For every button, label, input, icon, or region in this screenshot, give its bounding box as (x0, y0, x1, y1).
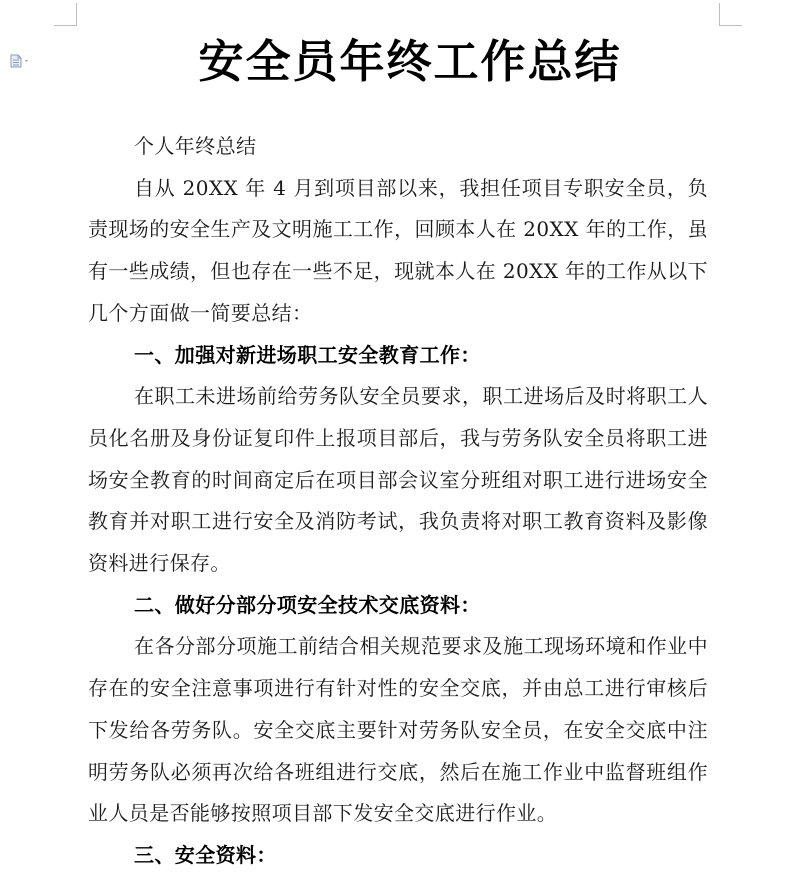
crop-mark-top-left (54, 3, 77, 26)
document-title: 安全员年终工作总结 (198, 35, 622, 88)
section-heading-1: 一、加强对新进场职工安全教育工作： (134, 342, 481, 367)
section-heading-3: 三、安全资料： (134, 842, 277, 867)
paragraph-intro: 个人年终总结 (134, 134, 257, 158)
paragraph-section-2: 在各分部分项施工前结合相关规范要求及施工现场环境和作业中存在的安全注意事项进行有针对性的安全交底，并由总工进行审核后下发给各劳务队。安全交底主要针对劳务队安全员，在安全交底中注明劳务队必须再次给各班组进行交底，然后在施工作业中监督班组作业人员是否能够按照项目部下发安全交底进行作业。 (88, 634, 708, 826)
paragraph-overview: 自从 20XX 年 4 月到项目部以来，我担任项目专职安全员，负责现场的安全生产及文明施工工作，回顾本人在 20XX 年的工作，虽有一些成绩，但也存在一些不足，现就本人在 20XX 年的工作从以下几个方面做一简要总结： (88, 175, 708, 325)
paragraph-section-1: 在职工未进场前给劳务队安全员要求，职工进场后及时将职工人员化名册及身份证复印件上报项目部后，我与劳务队安全员将职工进场安全教育的时间商定后在项目部会议室分班组对职工进行进场安全教育并对职工进行安全及消防考试，我负责将对职工教育资料及影像资料进行保存。 (88, 384, 708, 576)
crop-mark-top-right (719, 3, 742, 26)
document-body (88, 126, 708, 877)
section-heading-2: 二、做好分部分项安全技术交底资料： (134, 592, 481, 617)
